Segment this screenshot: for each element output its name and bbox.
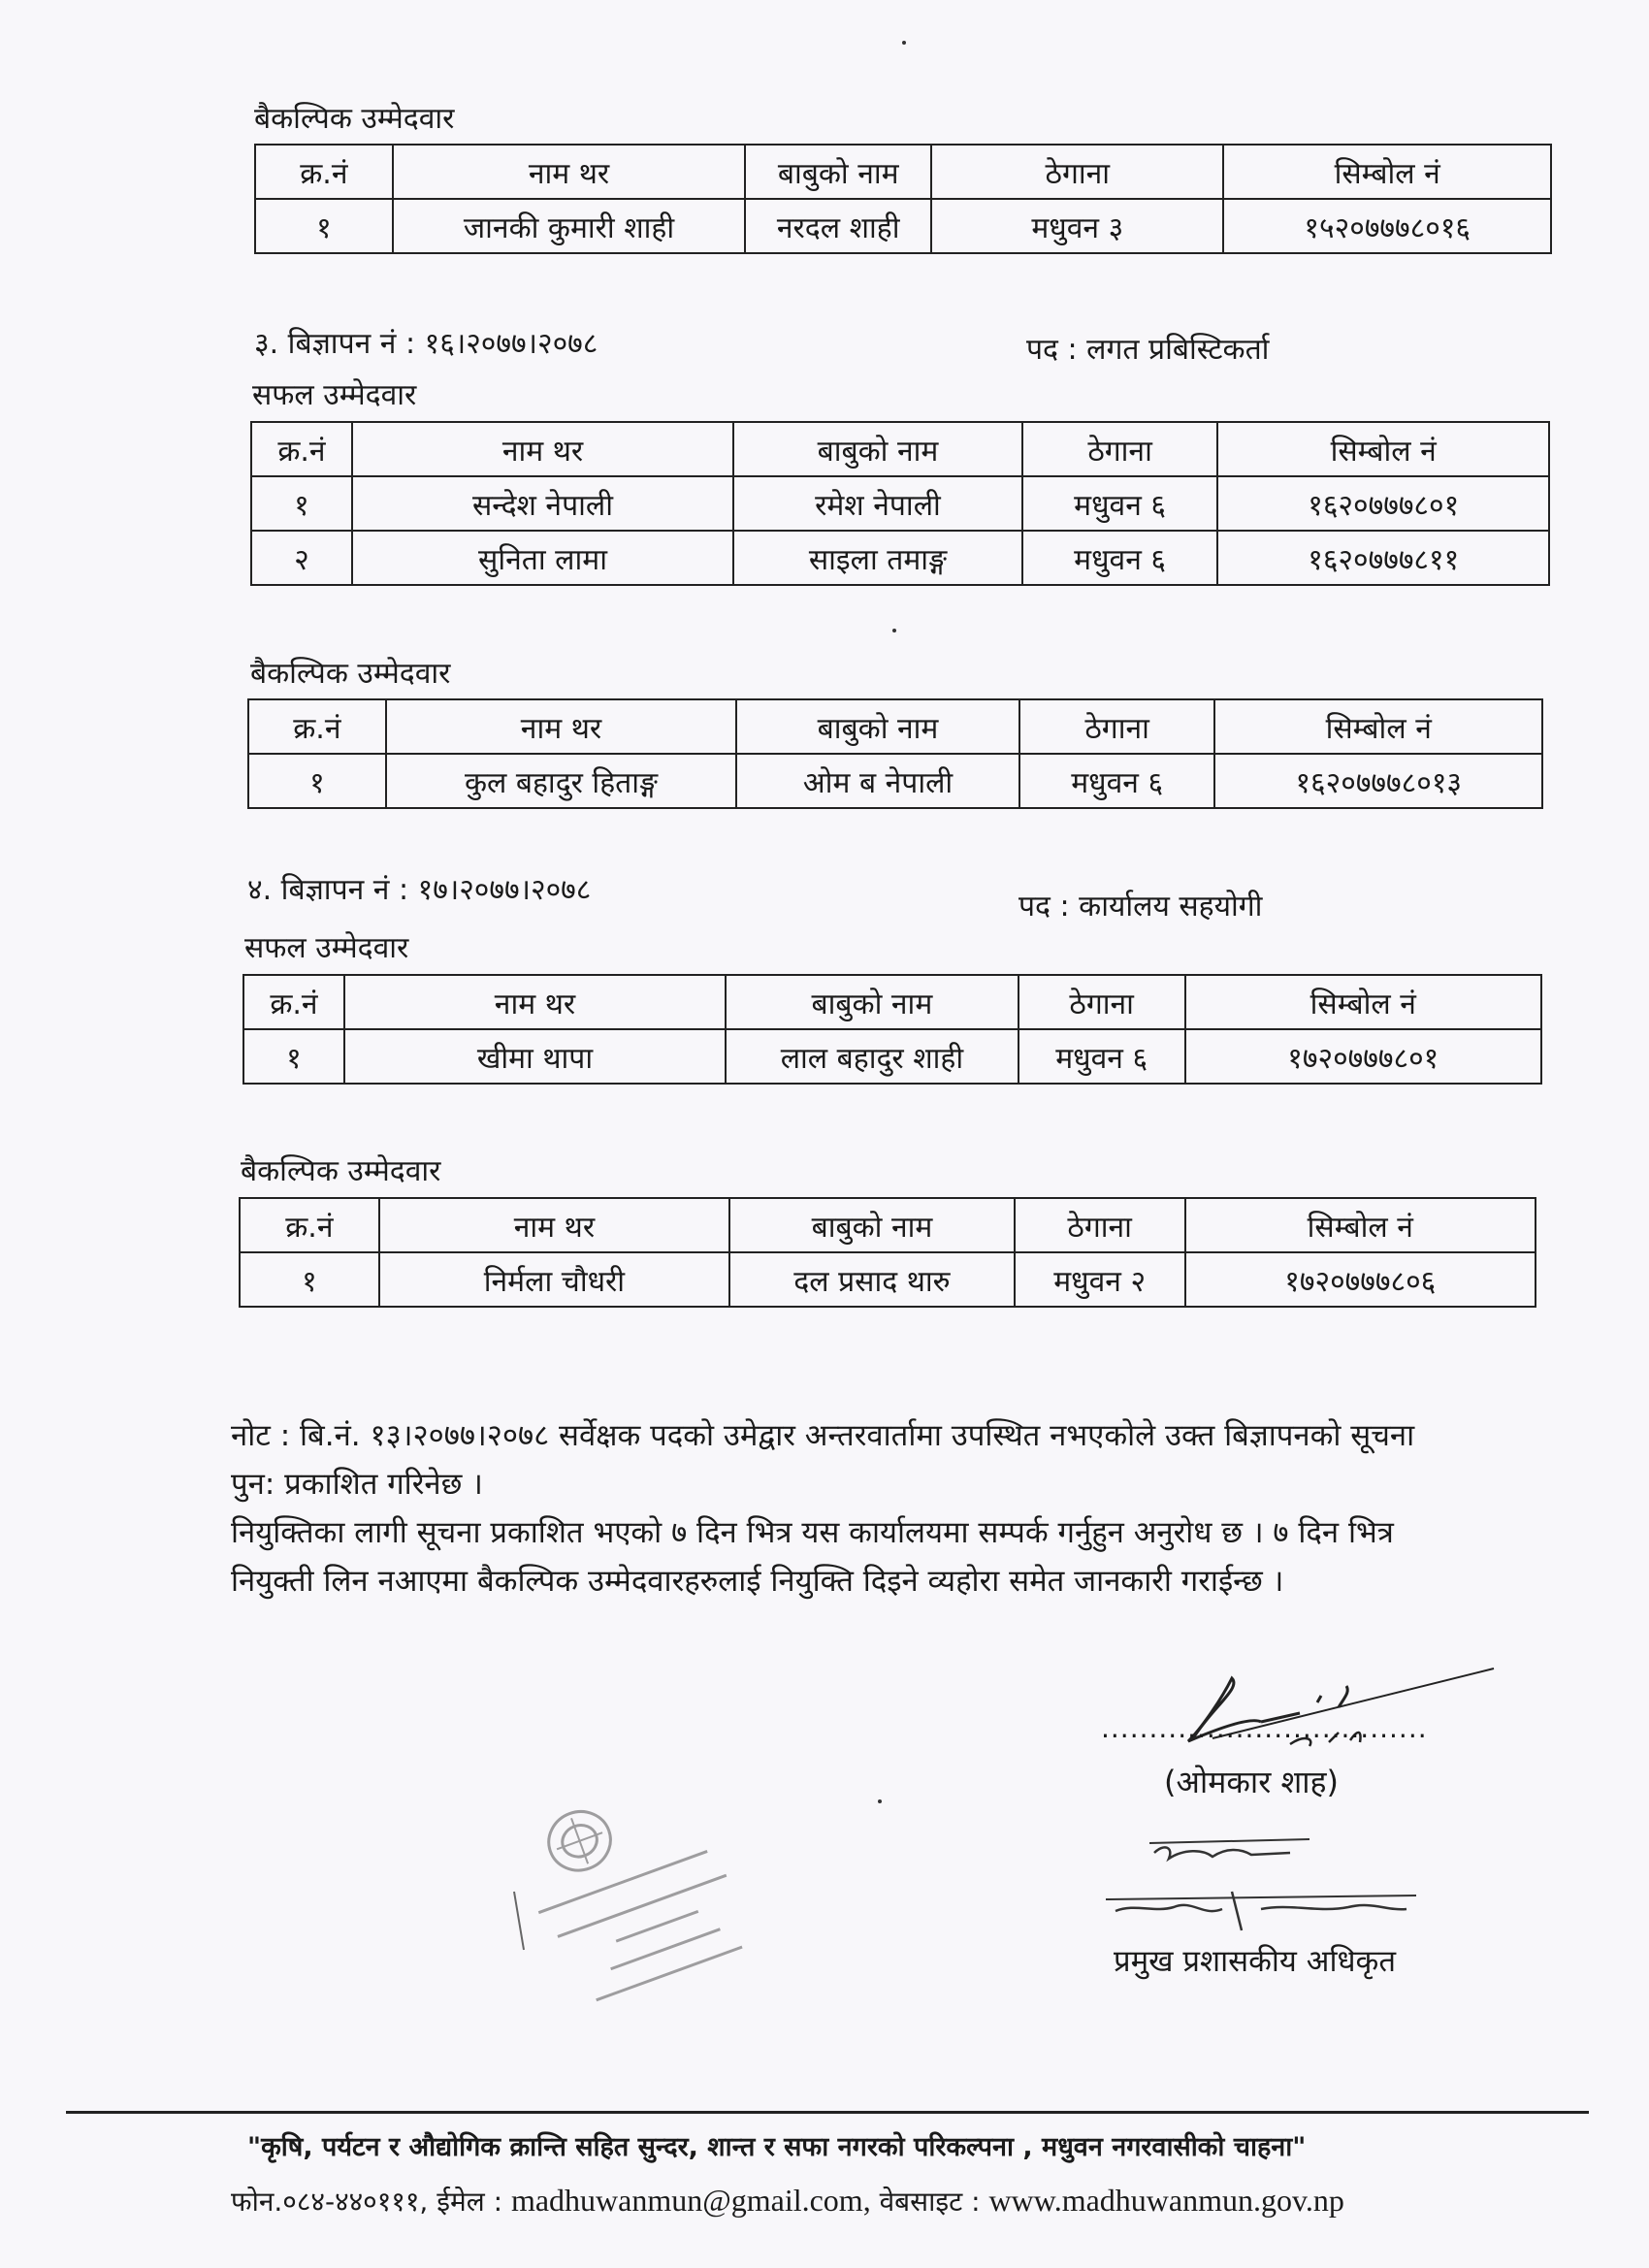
cell-symbol: १७२०७७७८०१ <box>1185 1029 1541 1084</box>
successful-candidate-heading: सफल उम्मेदवार <box>244 931 409 965</box>
col-header-symbol: सिम्बोल नं <box>1223 145 1551 199</box>
col-header-name: नाम थर <box>393 145 746 199</box>
website-link[interactable]: www.madhuwanmun.gov.np <box>988 2183 1344 2218</box>
col-header-father: बाबुको नाम <box>733 422 1022 476</box>
footer-contact <box>231 2183 1344 2219</box>
footer-divider <box>66 2111 1589 2114</box>
phone-number: फोन.०८४-४४०१११, <box>231 2186 429 2218</box>
cell-address: मधुवन ६ <box>1019 754 1215 808</box>
col-header-address: ठेगाना <box>1019 699 1215 754</box>
table-header-row <box>255 145 1551 199</box>
scan-speck <box>878 1799 882 1803</box>
col-header-address: ठेगाना <box>1018 975 1185 1029</box>
cell-address: मधुवन ६ <box>1022 476 1218 531</box>
scan-speck <box>892 629 896 632</box>
col-header-address: ठेगाना <box>1015 1198 1185 1252</box>
cell-symbol: १६२०७७७८११ <box>1217 531 1549 585</box>
cell-father: रमेश नेपाली <box>733 476 1022 531</box>
col-header-address: ठेगाना <box>931 145 1223 199</box>
post-title: पद : कार्यालय सहयोगी <box>1018 890 1263 923</box>
table-header-row <box>240 1198 1536 1252</box>
cell-name: सुनिता लामा <box>352 531 733 585</box>
cell-father: नरदल शाही <box>745 199 931 253</box>
cell-symbol: १६२०७७७८०१ <box>1217 476 1549 531</box>
handwritten-signature <box>1096 1649 1504 1969</box>
office-seal-stamp <box>495 1785 757 2008</box>
cell-address: मधुवन ३ <box>931 199 1223 253</box>
col-header-father: बाबुको नाम <box>726 975 1018 1029</box>
col-header-father: बाबुको नाम <box>736 699 1019 754</box>
table-header-row <box>248 699 1542 754</box>
alternate-candidate-heading: बैकल्पिक उम्मेदवार <box>250 657 451 691</box>
cell-name: निर्मला चौधरी <box>379 1252 729 1307</box>
col-header-name: नाम थर <box>386 699 736 754</box>
signatory-name: (ओमकार शाह) <box>1164 1764 1340 1800</box>
col-header-name: नाम थर <box>352 422 733 476</box>
table-row <box>240 1252 1536 1307</box>
cell-father: दल प्रसाद थारु <box>729 1252 1015 1307</box>
email-label: ईमेल : <box>436 2186 503 2218</box>
cell-address: मधुवन २ <box>1015 1252 1185 1307</box>
col-header-father: बाबुको नाम <box>745 145 931 199</box>
col-header-symbol: सिम्बोल नं <box>1185 1198 1536 1252</box>
alternate-candidate-heading: बैकल्पिक उम्मेदवार <box>241 1154 441 1188</box>
col-header-name: नाम थर <box>344 975 726 1029</box>
cell-sn: १ <box>251 476 352 531</box>
col-header-symbol: सिम्बोल नं <box>1185 975 1541 1029</box>
col-header-address: ठेगाना <box>1022 422 1218 476</box>
cell-father: लाल बहादुर शाही <box>726 1029 1018 1084</box>
successful-candidate-heading: सफल उम्मेदवार <box>252 378 417 412</box>
cell-address: मधुवन ६ <box>1018 1029 1185 1084</box>
col-header-symbol: सिम्बोल नं <box>1214 699 1542 754</box>
candidate-table <box>239 1197 1536 1308</box>
cell-name: जानकी कुमारी शाही <box>393 199 746 253</box>
cell-sn: १ <box>240 1252 379 1307</box>
candidate-table <box>254 144 1552 254</box>
cell-address: मधुवन ६ <box>1022 531 1218 585</box>
cell-father: ओम ब नेपाली <box>736 754 1019 808</box>
email-address[interactable]: madhuwanmun@gmail.com, <box>510 2183 871 2218</box>
note-paragraph: नोट : बि.नं. १३।२०७७।२०७८ सर्वेक्षक पदको उमेद्वार अन्तरवार्तामा उपस्थित नभएकोले उक्त बिज्ञापनको सूचना पुन: प्रकाशित गरिनेछ । <box>231 1418 1415 1502</box>
note-paragraph: नियुक्तिका लागी सूचना प्रकाशित भएको ७ दिन भित्र यस कार्यालयमा सम्पर्क गर्नुहुन अनुरोध छ । ७ दिन भित्र नियुक्ती लिन नआएमा बैकल्पिक उम्मेदवारहरुलाई नियुक्ति दिइने व्यहोरा समेत जानकारी गराईन्छ । <box>231 1515 1394 1599</box>
col-header-father: बाबुको नाम <box>729 1198 1015 1252</box>
cell-name: सन्देश नेपाली <box>352 476 733 531</box>
table-row <box>251 476 1549 531</box>
cell-sn: २ <box>251 531 352 585</box>
cell-sn: १ <box>248 754 386 808</box>
alternate-candidate-heading: बैकल्पिक उम्मेदवार <box>254 102 455 136</box>
notice-note <box>231 1411 1453 1605</box>
col-header-symbol: सिम्बोल नं <box>1217 422 1549 476</box>
post-title: पद : लगत प्रबिस्टिकर्ता <box>1026 333 1270 367</box>
candidate-table <box>250 421 1550 586</box>
table-row <box>251 531 1549 585</box>
website-label: वेबसाइट : <box>879 2186 981 2218</box>
advertisement-number: ३. बिज्ञापन नं : १६।२०७७।२०७८ <box>254 327 598 361</box>
footer-slogan: "कृषि, पर्यटन र औद्योगिक क्रान्ति सहित सुन्दर, शान्त र सफा नगरको परिकल्पना , मधुवन नगरवासीको चाहना" <box>247 2132 1307 2162</box>
col-header-sn: क्र.नं <box>243 975 344 1029</box>
table-header-row <box>251 422 1549 476</box>
cell-sn: १ <box>243 1029 344 1084</box>
col-header-sn: क्र.नं <box>240 1198 379 1252</box>
advertisement-number: ४. बिज्ञापन नं : १७।२०७७।२०७८ <box>247 873 592 907</box>
signature-line: .................................. <box>1101 1712 1428 1744</box>
table-row <box>248 754 1542 808</box>
candidate-table <box>242 974 1542 1085</box>
cell-sn: १ <box>255 199 393 253</box>
cell-symbol: १५२०७७७८०१६ <box>1223 199 1551 253</box>
cell-name: कुल बहादुर हिताङ्ग <box>386 754 736 808</box>
candidate-table <box>247 698 1543 809</box>
col-header-name: नाम थर <box>379 1198 729 1252</box>
table-row <box>243 1029 1541 1084</box>
signatory-role: प्रमुख प्रशासकीय अधिकृत <box>1114 1944 1397 1979</box>
cell-symbol: १६२०७७७८०१३ <box>1214 754 1542 808</box>
table-header-row <box>243 975 1541 1029</box>
col-header-sn: क्र.नं <box>248 699 386 754</box>
table-row <box>255 199 1551 253</box>
col-header-sn: क्र.नं <box>255 145 393 199</box>
cell-symbol: १७२०७७७८०६ <box>1185 1252 1536 1307</box>
col-header-sn: क्र.नं <box>251 422 352 476</box>
cell-father: साइला तमाङ्ग <box>733 531 1022 585</box>
cell-name: खीमा थापा <box>344 1029 726 1084</box>
scan-speck <box>902 41 906 45</box>
